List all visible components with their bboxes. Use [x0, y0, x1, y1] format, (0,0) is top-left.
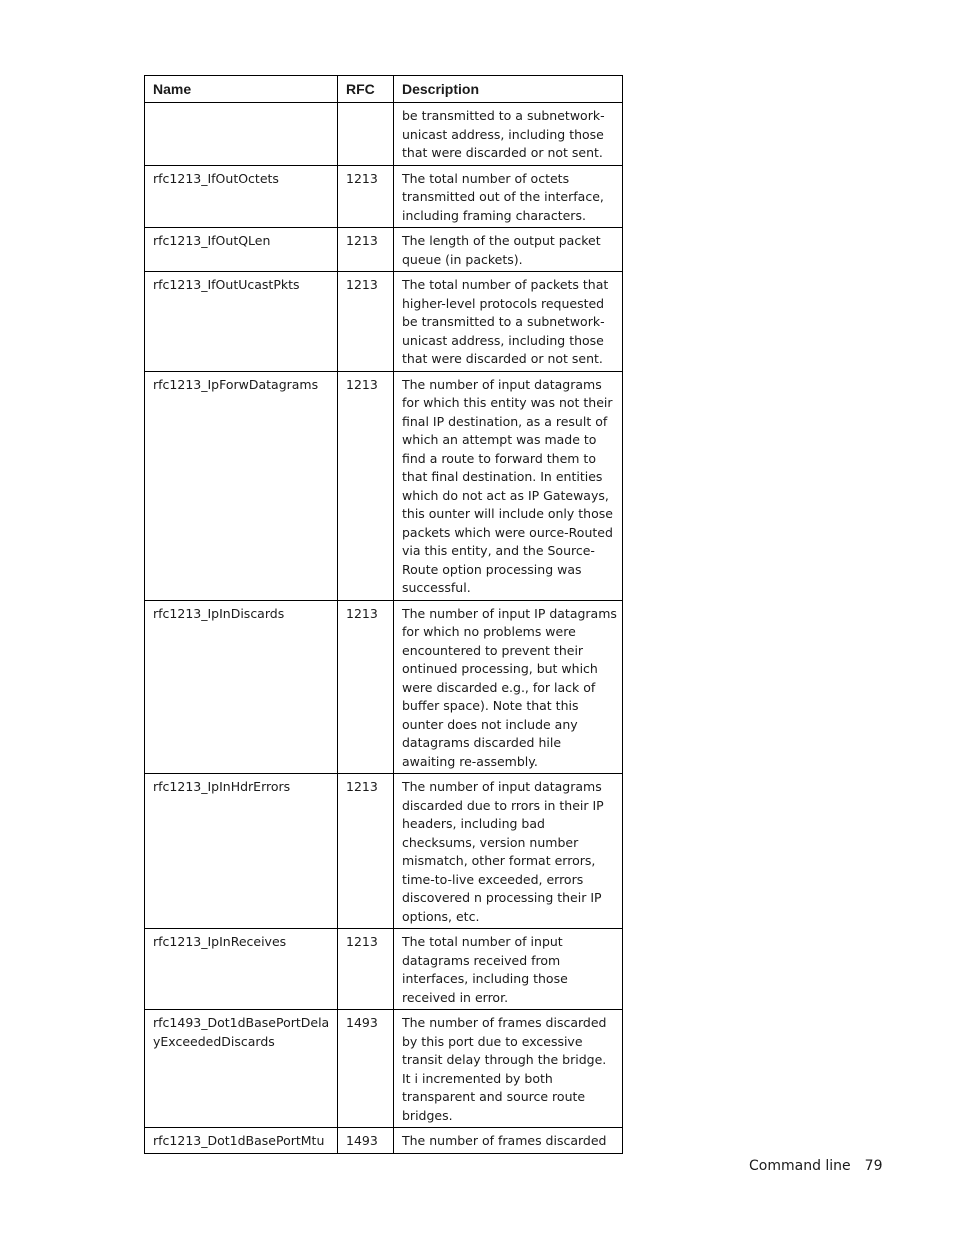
- description-cell: The number of input datagrams discarded due to rrors in their IP headers, including bad checksums, version number mismatch, other format errors, time-to-live exceeded, errors discovered n processing their IP options, etc.: [394, 774, 623, 929]
- rfc-column-header: RFC: [338, 76, 394, 103]
- table-row: [145, 774, 623, 929]
- table-row: [145, 103, 623, 166]
- description-cell: be transmitted to a subnetwork-unicast address, including those that were discarded or not sent.: [394, 103, 623, 166]
- table-row: [145, 272, 623, 372]
- description-cell: The total number of packets that higher-level protocols requested be transmitted to a subnetwork-unicast address, including those that were discarded or not sent.: [394, 272, 623, 372]
- rfc-cell: 1213: [338, 228, 394, 272]
- object-name-cell: rfc1213_Dot1dBasePortMtu: [145, 1128, 338, 1154]
- description-cell: The number of input IP datagrams for which no problems were encountered to prevent their ontinued processing, but which were discarded e.g., for lack of buffer space). Note that this ounter does not include any datagrams discarded hile awaiting re-assembly.: [394, 600, 623, 774]
- rfc-cell: 1213: [338, 272, 394, 372]
- object-name-cell: rfc1213_IpInHdrErrors: [145, 774, 338, 929]
- page-number: 79: [864, 1158, 883, 1174]
- object-name-cell: [145, 103, 338, 166]
- description-cell: The number of frames discarded by this port due to excessive transit delay through the bridge. It i incremented by both transparent and source route bridges.: [394, 1010, 623, 1128]
- object-name-cell: rfc1213_IfOutUcastPkts: [145, 272, 338, 372]
- table-row: [145, 371, 623, 600]
- name-column-header: Name: [145, 76, 338, 103]
- table-row: [145, 228, 623, 272]
- description-cell: The total number of octets transmitted out of the interface, including framing characters.: [394, 165, 623, 228]
- rfc-cell: 1213: [338, 774, 394, 929]
- object-name-cell: rfc1213_IpInReceives: [145, 929, 338, 1010]
- description-column-header: Description: [394, 76, 623, 103]
- rfc-cell: 1213: [338, 371, 394, 600]
- page-footer: [749, 1158, 883, 1174]
- object-name-cell: rfc1213_IfOutQLen: [145, 228, 338, 272]
- object-name-cell: rfc1213_IpForwDatagrams: [145, 371, 338, 600]
- table-row: [145, 1010, 623, 1128]
- object-name-cell: rfc1213_IfOutOctets: [145, 165, 338, 228]
- table-row: [145, 929, 623, 1010]
- description-cell: The number of input datagrams for which this entity was not their final IP destination, as a result of which an attempt was made to find a route to forward them to that final destination. In entities which do not act as IP Gateways, this ounter will include only those packets which were ource-Routed via this entity, and the Source-Route option processing was successful.: [394, 371, 623, 600]
- table-row: [145, 600, 623, 774]
- rfc-cell: [338, 103, 394, 166]
- rfc-cell: 1493: [338, 1128, 394, 1154]
- rfc-cell: 1213: [338, 165, 394, 228]
- object-name-cell: rfc1213_IpInDiscards: [145, 600, 338, 774]
- rfc-cell: 1213: [338, 929, 394, 1010]
- footer-section-title: Command line: [749, 1158, 851, 1174]
- table-row: [145, 165, 623, 228]
- description-cell: The total number of input datagrams received from interfaces, including those received in error.: [394, 929, 623, 1010]
- object-name-cell: rfc1493_Dot1dBasePortDelayExceededDiscards: [145, 1010, 338, 1128]
- table-row: [145, 1128, 623, 1154]
- table-header-row: [145, 76, 623, 103]
- rfc-cell: 1493: [338, 1010, 394, 1128]
- description-cell: The length of the output packet queue (in packets).: [394, 228, 623, 272]
- description-cell: The number of frames discarded: [394, 1128, 623, 1154]
- mib-object-table: [144, 75, 623, 1154]
- rfc-cell: 1213: [338, 600, 394, 774]
